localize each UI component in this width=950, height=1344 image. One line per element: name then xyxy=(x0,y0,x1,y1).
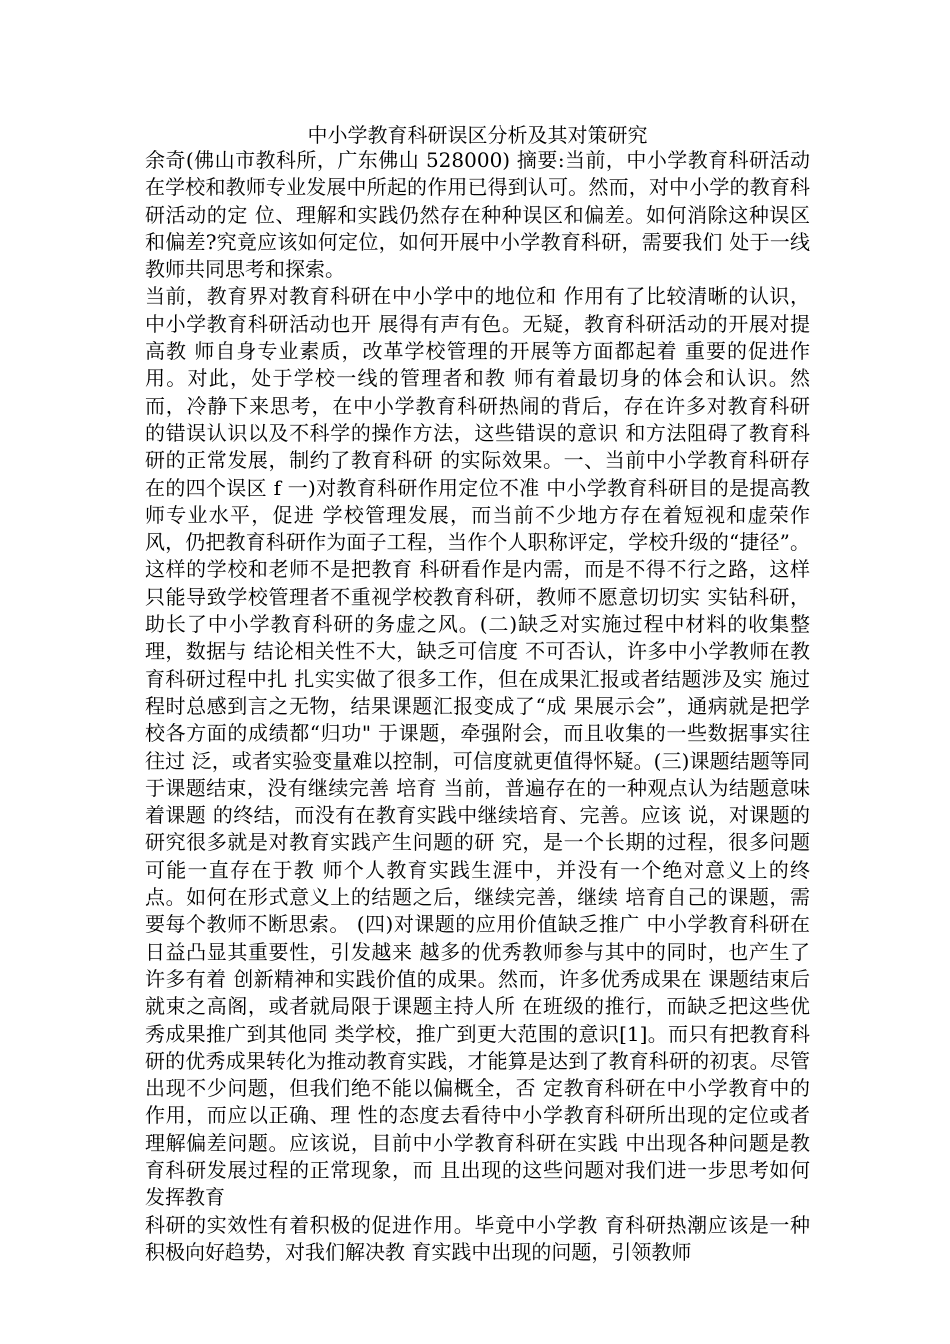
body-paragraph: 当前，教育界对教育科研在中小学中的地位和 作用有了比较清晰的认识，中小学教育科研活动也开 展得有声有色。无疑，教育科研活动的开展对提高教 师自身专业素质，改革学校管理的开展等方面都起着 重要的促进作用。对此，处于学校一线的管理者和教 师有着最切身的体会和认识。然而，冷静下来思考，在中小学教育科研热闹的背后，存在许多对教育科研 的错误认识以及不科学的操作方法，这些错误的意识 和方法阻碍了教育科研的正常发展，制约了教育科研 的实际效果。一、当前中小学教育科研存在的四个误区 f 一)对教育科研作用定位不准 中小学教育科研目的是提高教师专业水平，促进 学校管理发展，而当前不少地方存在着短视和虚荣作 风，仍把教育科研作为面子工程，当作个人职称评定，学校升级的“捷径”。这样的学校和老师不是把教育 科研看作是内需，而是不得不行之路，这样只能导致学校管理者不重视学校教育科研，教师不愿意切切实 实钻科研，助长了中小学教育科研的务虚之风。(二)缺乏对实施过程中材料的收集整理，数据与 结论相关性不大，缺乏可信度 不可否认，许多中小学教师在教育科研过程中扎 扎实实做了很多工作，但在成果汇报或者结题涉及实 施过程时总感到言之无物，结果课题汇报变成了“成 果展示会”，通病就是把学校各方面的成绩都“归功" 于课题，牵强附会，而且收集的一些数据事实往往过 泛，或者实验变量难以控制，可信度就更值得怀疑。(三)课题结题等同于课题结束，没有继续完善 培育 当前，普遍存在的一种观点认为结题意味着课题 的终结，而没有在教育实践中继续培育、完善。应该 说，对课题的研究很多就是对教育实践产生问题的研 究，是一个长期的过程，很多问题可能一直存在于教 师个人教育实践生涯中，并没有一个绝对意义上的终 点。如何在形式意义上的结题之后，继续完善，继续 培育自己的课题，需要每个教师不断思索。 (四)对课题的应用价值缺乏推广 中小学教育科研在日益凸显其重要性，引发越来 越多的优秀教师参与其中的同时，也产生了许多有着 创新精神和实践价值的成果。然而，许多优秀成果在 课题结束后就束之高阁，或者就局限于课题主持人所 在班级的推行，而缺乏把这些优秀成果推广到其他同 类学校，推广到更大范围的意识[1]。而只有把教育科 研的优秀成果转化为推动教育实践，才能算是达到了教育科研的初衷。尽管出现不少问题，但我们绝不能以偏概全，否 定教育科研在中小学教育中的作用，而应以正确、理 性的态度去看待中小学教育科研所出现的定位或者 理解偏差问题。应该说，目前中小学教育科研在实践 中出现各种问题是教育科研发展过程的正常现象，而 且出现的这些问题对我们进一步思考如何发挥教育 xyxy=(145,284,810,1210)
document-title: 中小学教育科研误区分析及其对策研究 xyxy=(307,123,648,147)
document-page xyxy=(145,123,810,1266)
abstract-paragraph: 余奇(佛山市教科所，广东佛山 528000) 摘要:当前，中小学教育科研活动在学校和教师专业发展中所起的作用已得到认可。然而，对中小学的教育科研活动的定 位、理解和实践仍然存在种种误区和偏差。如何消除这种误区和偏差?究竟应该如何定位，如何开展中小学教育科研，需要我们 处于一线教师共同思考和探索。 xyxy=(145,148,810,282)
body-paragraph-continued: 科研的实效性有着积极的促进作用。毕竟中小学教 育科研热潮应该是一种积极向好趋势，对我们解决教 育实践中出现的问题，引领教师 xyxy=(145,1212,810,1264)
